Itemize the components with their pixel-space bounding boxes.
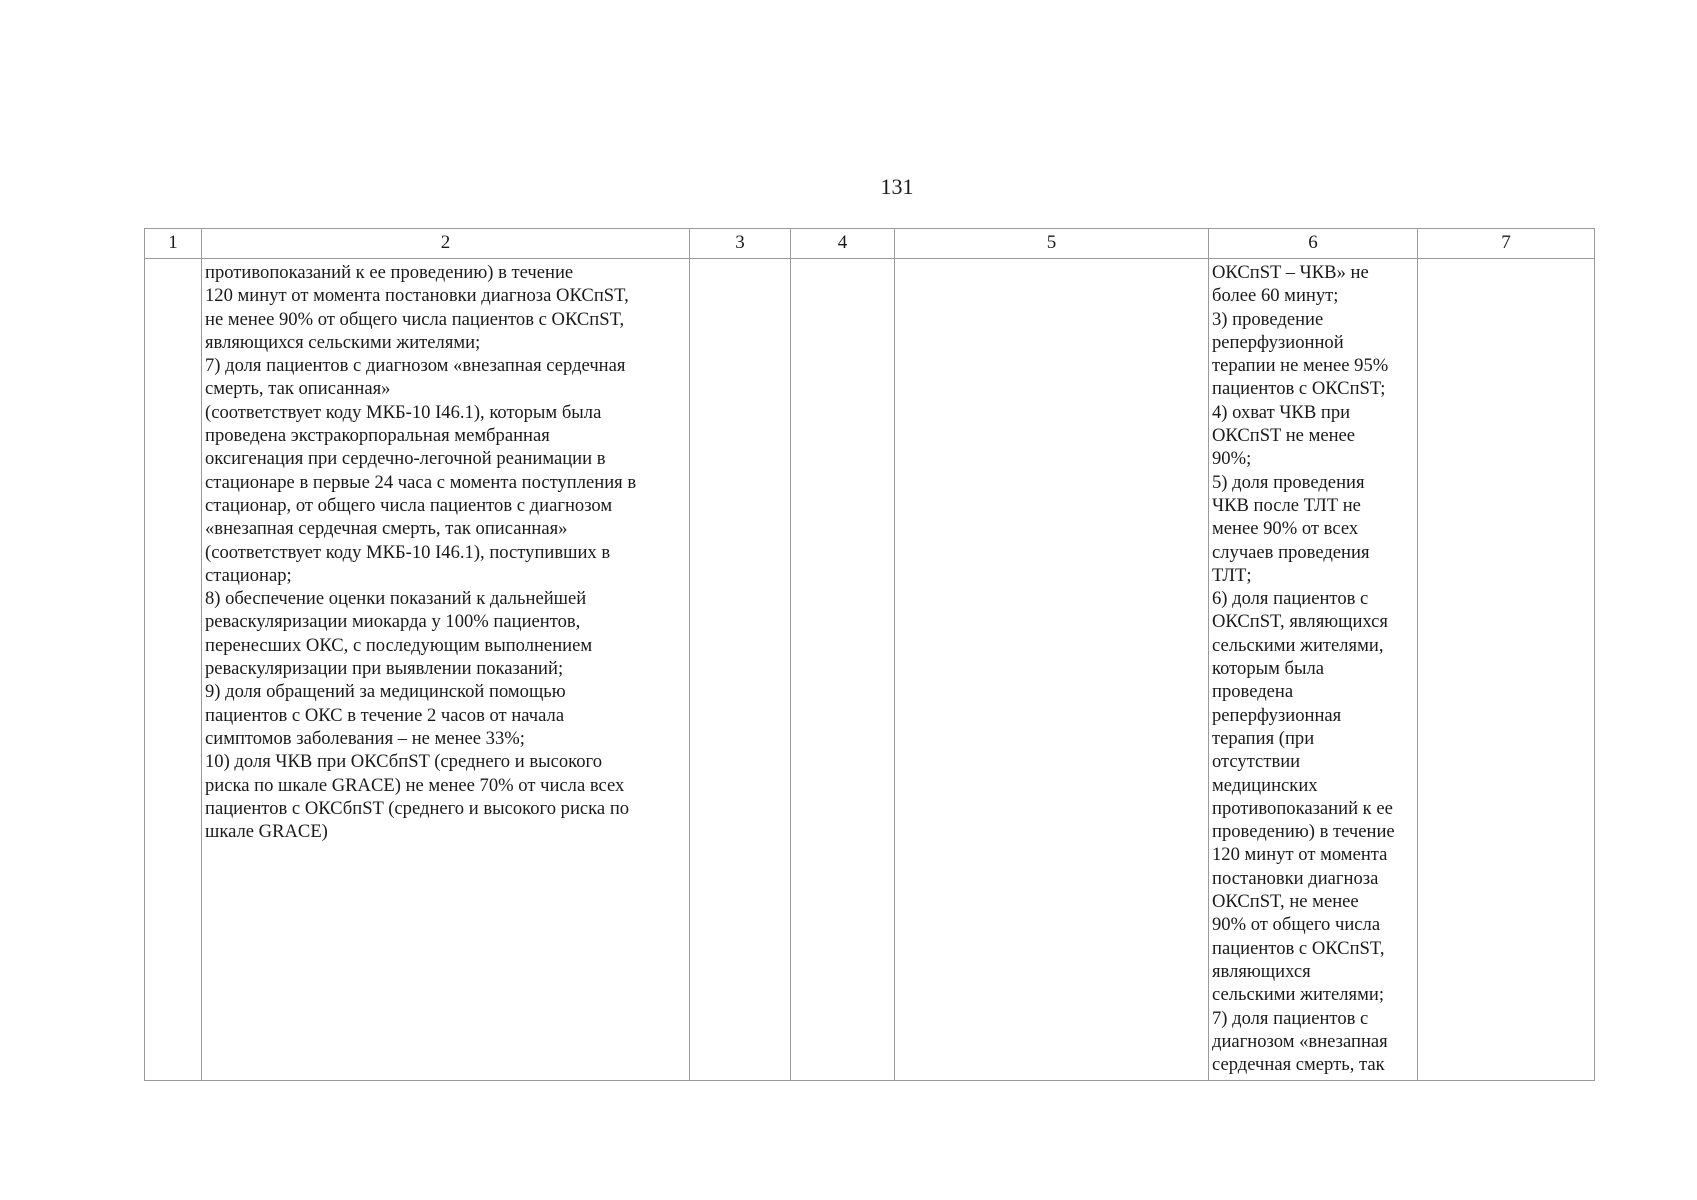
col2-line: 8) обеспечение оценки показаний к дальнейшей <box>205 588 587 610</box>
col6-line: сельскими жителями; <box>1212 984 1384 1006</box>
col2-line: пациентов с ОКС в течение 2 часов от начала <box>205 704 565 726</box>
col2-line: пациентов с ОКСбпST (среднего и высокого риска по <box>205 797 630 819</box>
col6-line: 120 минут от момента <box>1212 844 1388 866</box>
col6-line: случаев проведения <box>1212 541 1370 563</box>
col6-line: менее 90% от всех <box>1212 518 1359 540</box>
col2-line: оксигенация при сердечно-легочной реанимации в <box>205 448 606 470</box>
col6-line: ОКСпST не менее <box>1212 425 1356 447</box>
col2-line: реваскуляризации миокарда у 100% пациентов, <box>205 611 581 633</box>
col2-line: стационар, от общего числа пациентов с диагнозом <box>205 494 613 516</box>
col6-line: проведению) в течение <box>1212 821 1395 843</box>
col6-line: 3) проведение <box>1212 308 1324 330</box>
col6-line: отсутствии <box>1212 751 1301 773</box>
cell-col-6 <box>1209 259 1418 1081</box>
col6-line: 5) доля проведения <box>1212 471 1365 493</box>
column-header-5: 5 <box>895 229 1209 259</box>
col2-line: смерть, так описанная» <box>205 378 391 400</box>
column-header-3: 3 <box>690 229 791 259</box>
column-header-7: 7 <box>1418 229 1595 259</box>
col6-line: сельскими жителями, <box>1212 634 1384 656</box>
table-header-row <box>145 229 1595 259</box>
col6-line: реперфузионной <box>1212 331 1344 353</box>
col6-line: ОКСпST, являющихся <box>1212 611 1388 633</box>
col6-line: 6) доля пациентов с <box>1212 588 1369 610</box>
col6-line: сердечная смерть, так <box>1212 1054 1385 1076</box>
column-header-1: 1 <box>145 229 202 259</box>
col2-line: перенесших ОКС, с последующим выполнением <box>205 634 593 656</box>
col2-line: симптомов заболевания – не менее 33%; <box>205 727 525 749</box>
col2-line: реваскуляризации при выявлении показаний; <box>205 658 564 680</box>
table-row <box>145 259 1595 1081</box>
col6-line: более 60 минут; <box>1212 285 1339 307</box>
col2-line: 120 минут от момента постановки диагноза ОКСпST, <box>205 285 629 307</box>
col6-line: проведена <box>1212 681 1294 703</box>
col2-line: не менее 90% от общего числа пациентов с ОКСпST, <box>205 308 625 330</box>
col2-line: стационаре в первые 24 часа с момента поступления в <box>205 471 637 493</box>
col6-line: ОКСпST – ЧКВ» не <box>1212 262 1369 283</box>
col6-line: ЧКВ после ТЛТ не <box>1212 494 1361 516</box>
col2-line: проведена экстракорпоральная мембранная <box>205 425 550 447</box>
col6-line: ТЛТ; <box>1212 564 1252 586</box>
cell-col-2 <box>202 259 690 1081</box>
col6-line: 4) охват ЧКВ при <box>1212 401 1351 423</box>
col6-line: 7) доля пациентов с <box>1212 1007 1369 1029</box>
cell-col-3 <box>690 259 791 1081</box>
col-2-text <box>202 259 689 843</box>
col6-line: пациентов с ОКСпST, <box>1212 937 1385 959</box>
col2-line: риска по шкале GRACE) не менее 70% от числа всех <box>205 774 625 796</box>
col2-line: «внезапная сердечная смерть, так описанная» <box>205 518 568 540</box>
page-number: 131 <box>880 174 914 199</box>
col6-line: постановки диагноза <box>1212 867 1379 889</box>
cell-col-1 <box>145 259 202 1081</box>
col2-line: 9) доля обращений за медицинской помощью <box>205 681 566 703</box>
cell-col-5 <box>895 259 1209 1081</box>
col6-line: терапия (при <box>1212 727 1315 749</box>
col6-line: 90%; <box>1212 448 1252 470</box>
col2-line: 7) доля пациентов с диагнозом «внезапная сердечная <box>205 355 626 377</box>
col2-line: (соответствует коду МКБ-10 I46.1), которым была <box>205 401 602 423</box>
document-table <box>144 228 1595 1081</box>
col6-line: 90% от общего числа <box>1212 914 1381 936</box>
col2-line: противопоказаний к ее проведению) в течение <box>205 262 574 283</box>
col2-line: (соответствует коду МКБ-10 I46.1), поступивших в <box>205 541 611 563</box>
col2-line: 10) доля ЧКВ при ОКСбпST (среднего и высокого <box>205 751 603 773</box>
col6-line: реперфузионная <box>1212 704 1342 726</box>
column-header-6: 6 <box>1209 229 1418 259</box>
col6-line: терапии не менее 95% <box>1212 355 1389 377</box>
col6-line: являющихся <box>1212 960 1311 982</box>
column-header-4: 4 <box>791 229 895 259</box>
col2-line: являющихся сельскими жителями; <box>205 331 481 353</box>
col6-line: медицинских <box>1212 774 1318 796</box>
col6-line: которым была <box>1212 658 1325 680</box>
col6-line: пациентов с ОКСпST; <box>1212 378 1386 400</box>
column-header-2: 2 <box>202 229 690 259</box>
col6-line: диагнозом «внезапная <box>1212 1030 1388 1052</box>
cell-col-7 <box>1418 259 1595 1081</box>
col-6-text <box>1209 259 1417 1076</box>
col6-line: противопоказаний к ее <box>1212 797 1393 819</box>
col2-line: шкале GRACE) <box>205 821 328 843</box>
cell-col-4 <box>791 259 895 1081</box>
col2-line: стационар; <box>205 564 292 586</box>
col6-line: ОКСпST, не менее <box>1212 891 1359 913</box>
